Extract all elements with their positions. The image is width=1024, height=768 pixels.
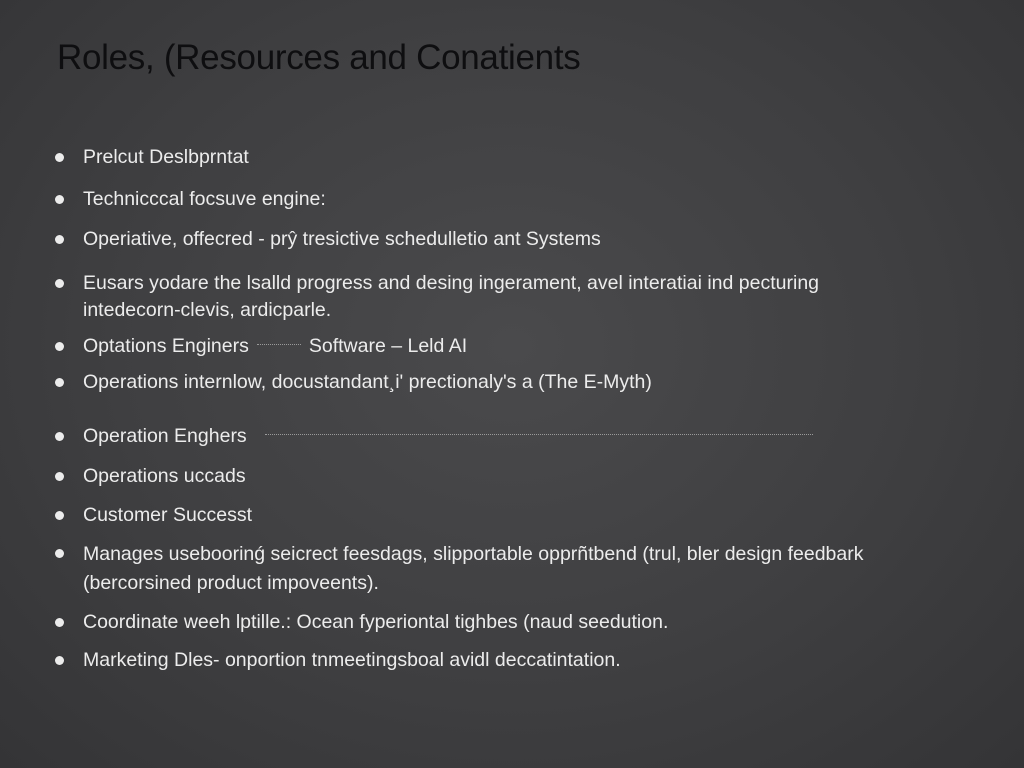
bullet-label: Optations Enginers [83,335,249,357]
bullet-text: Marketing Dles- onportion tnmeetingsboal avidl deccatintation. [83,649,621,671]
bullet-text: Operiative, offecred - prŷ tresictive schedulletio ant Systems [83,228,601,250]
bullet-trail-text: Software – Leld AI [308,335,468,357]
bullet-item [55,502,935,529]
bullet-dot-icon [55,279,64,288]
bullet-item [55,647,935,674]
dotted-leader [257,344,301,345]
bullet-item [55,226,935,253]
bullet-label: Operation Enghers [83,425,247,447]
bullet-text [83,423,935,450]
bullet-dot-icon [55,432,64,441]
bullet-item [55,144,935,171]
bullet-item [55,270,920,324]
bullet-dot-icon [55,618,64,627]
bullet-text: Manages useboorinǵ seicrect feesdags, slipportable opprñtbend (trul, bler design feedbark (bercorsined product impoveents). [83,543,864,594]
bullet-item [55,186,935,213]
bullet-dot-icon [55,511,64,520]
bullet-dot-icon [55,153,64,162]
slide-title: Roles, (Resources and Conatients [57,38,581,77]
bullet-text: Eusars yodare the lsalld progress and desing ingerament, avel interatiai ind pecturing intedecorn-clevis, ardicparle. [83,272,820,321]
bullet-dot-icon [55,656,64,665]
bullet-text: Technicccal focsuve engine: [83,188,326,210]
bullet-item [55,609,935,636]
bullet-text: Coordinate weeh lptille.: Ocean fyperiontal tighbes (naud seedution. [83,611,669,633]
bullet-item [55,463,935,490]
bullet-dot-icon [55,342,64,351]
bullet-item [55,369,935,396]
bullet-text: Operations uccads [83,465,246,487]
bullet-item [55,540,905,598]
dotted-leader [265,434,813,435]
bullet-dot-icon [55,549,64,558]
bullet-item [55,333,935,360]
bullet-text: Prelcut Deslbprntat [83,146,249,168]
bullet-dot-icon [55,378,64,387]
bullet-dot-icon [55,235,64,244]
bullet-item [55,423,935,450]
bullet-dot-icon [55,195,64,204]
bullet-text [83,333,935,360]
bullet-text: Customer Successt [83,504,253,526]
bullet-text: Operations internlow, docustandant¸i' prectionaly's a (The E-Myth) [83,371,652,393]
bullet-dot-icon [55,472,64,481]
